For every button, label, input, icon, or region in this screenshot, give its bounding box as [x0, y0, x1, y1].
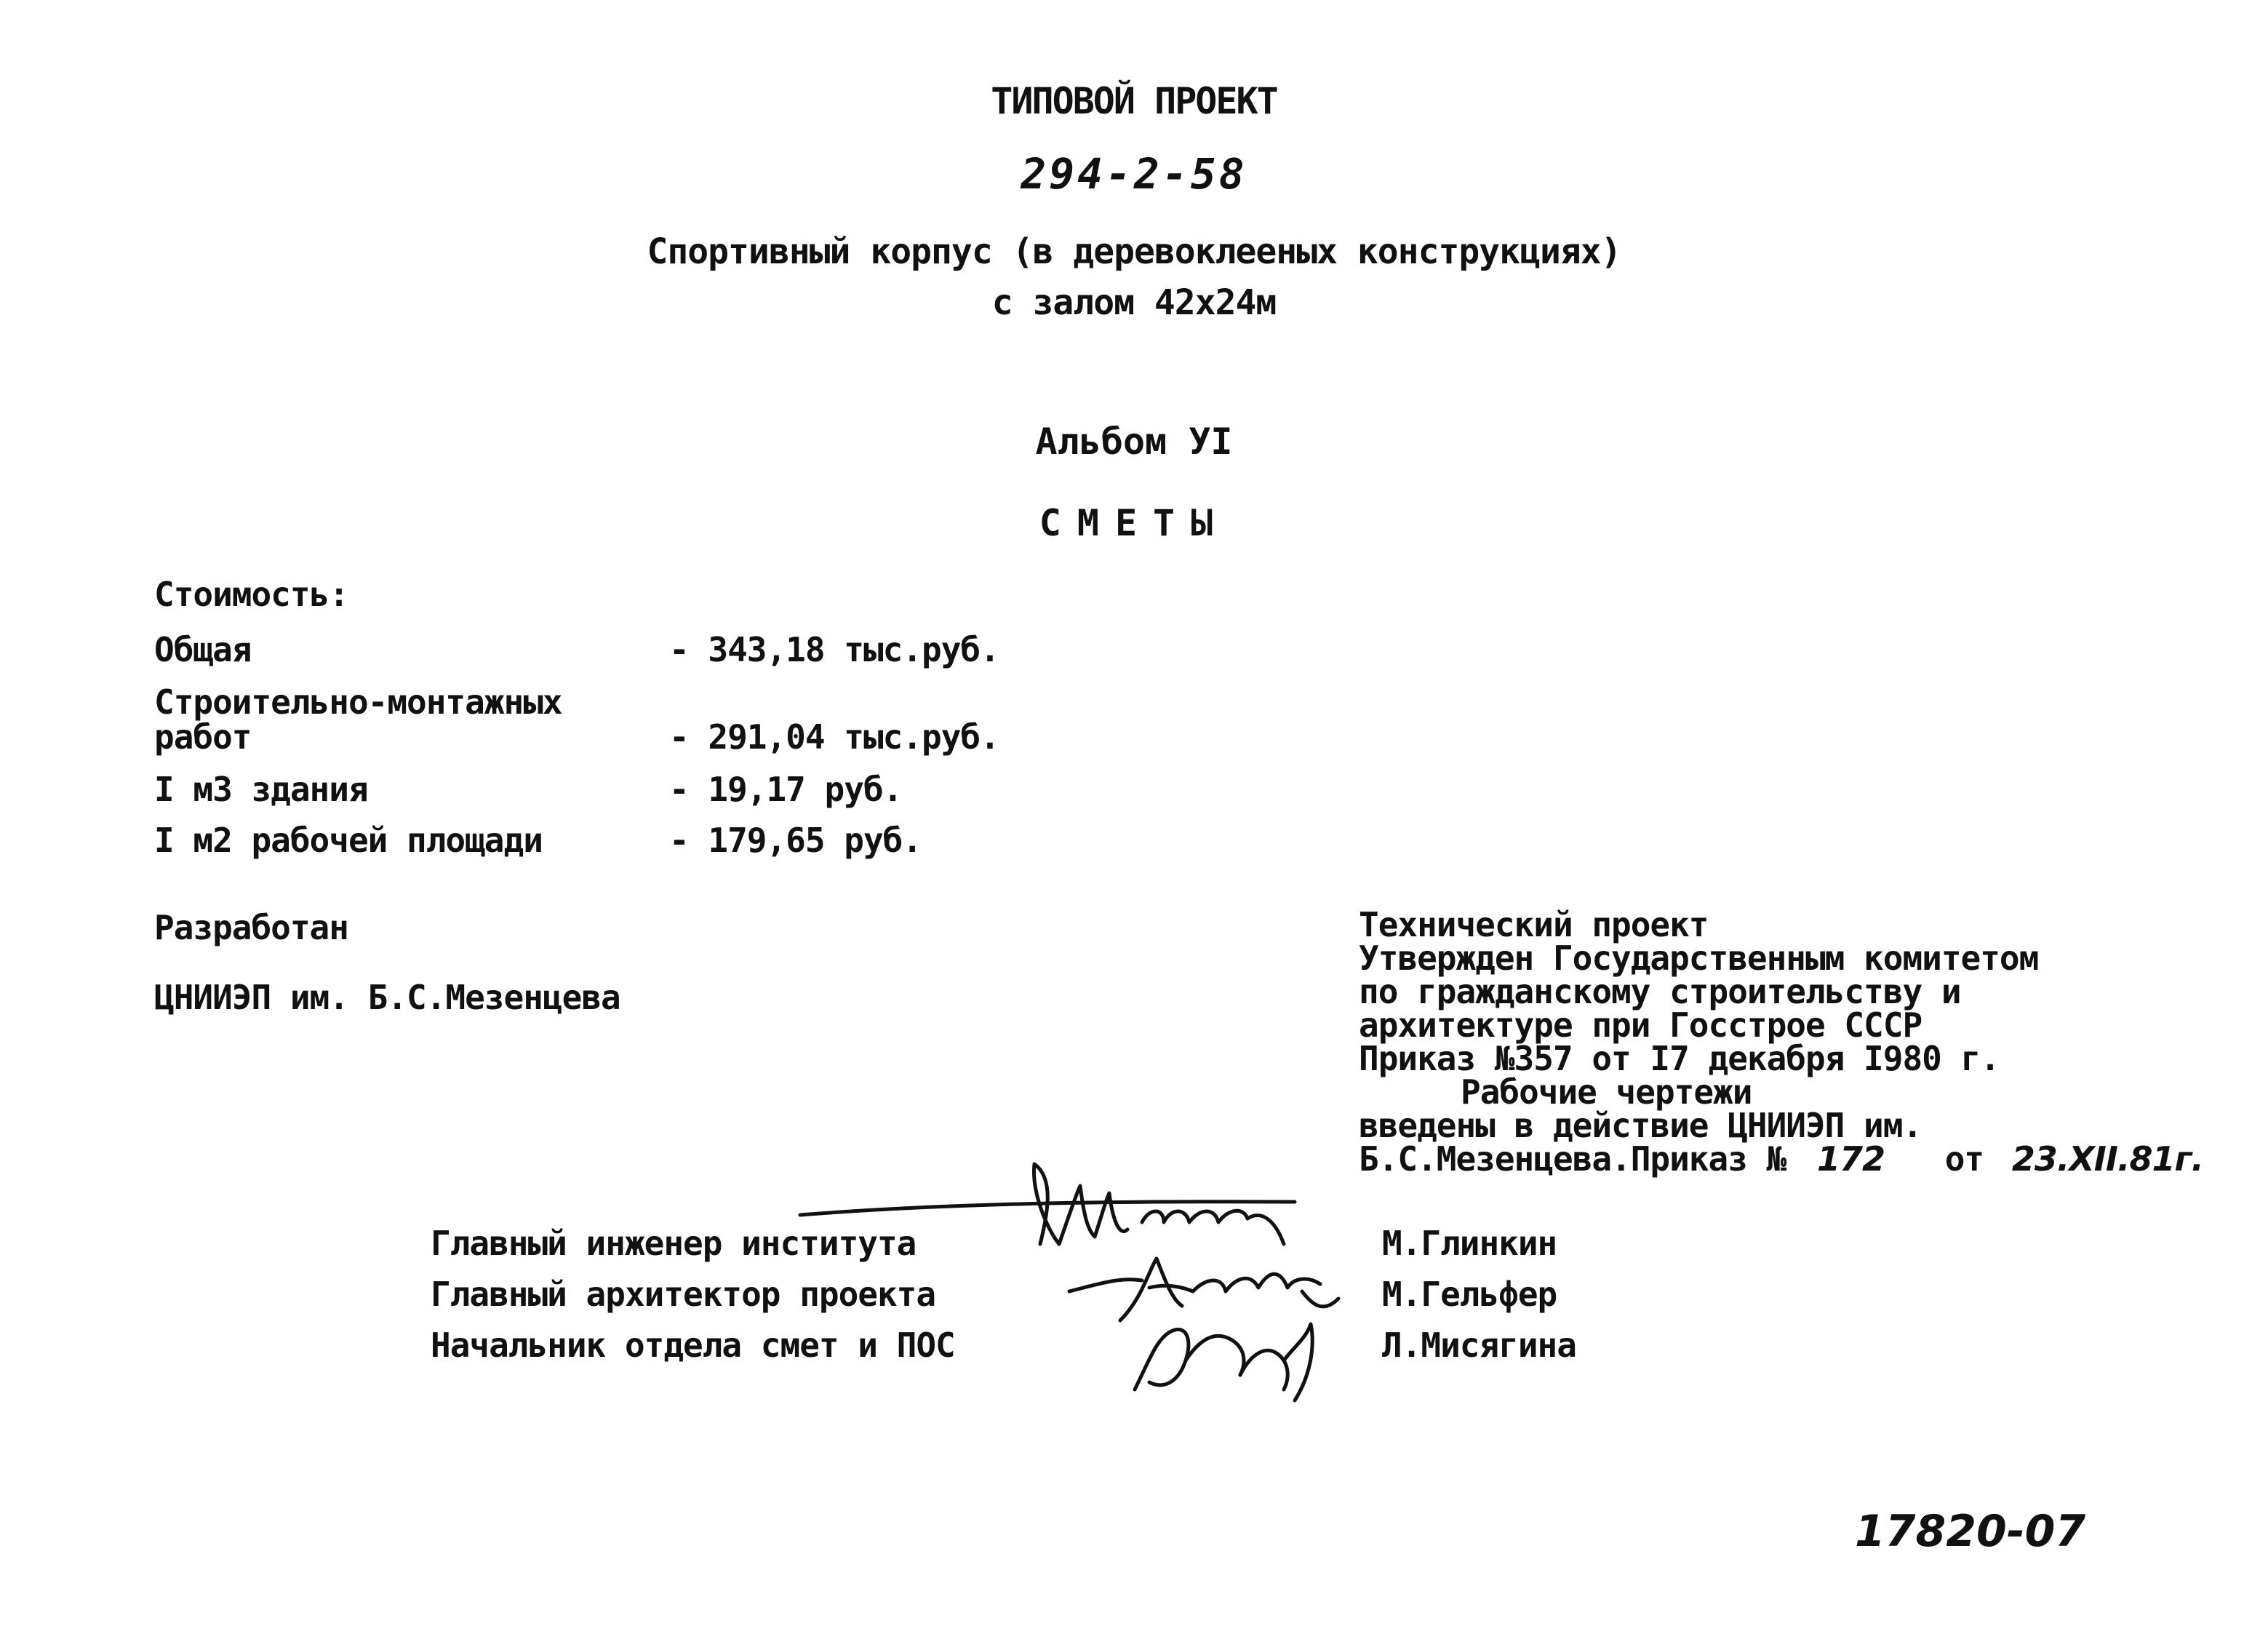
approval-line-4: архитектуре при Госстрое СССР — [1359, 1005, 1922, 1045]
cost-total-label: Общая — [154, 630, 252, 669]
cost-per-m2-label: I м2 рабочей площади — [154, 821, 543, 860]
section-title: СМЕТЫ — [1039, 502, 1229, 544]
catalog-number: 17820-07 — [1855, 1506, 2086, 1557]
developer-heading: Разработан — [154, 908, 348, 947]
project-title-line-2: с залом 42х24м — [991, 282, 1277, 323]
signature-role-estimates-head: Начальник отдела смет и ПОС — [431, 1326, 955, 1365]
signature-role-chief-engineer: Главный инженер института — [431, 1224, 917, 1263]
signature-role-chief-architect: Главный архитектор проекта — [431, 1275, 936, 1314]
document-type-label: ТИПОВОЙ ПРОЕКТ — [991, 80, 1277, 122]
approval-line-7: введены в действие ЦНИИЭП им. — [1359, 1106, 1922, 1145]
approval-date-prefix: от — [1944, 1139, 1984, 1179]
approval-line-3: по гражданскому строительству и — [1359, 972, 1961, 1011]
cost-per-m3-label: I м3 здания — [154, 770, 368, 809]
cost-per-m2-value: - 179,65 руб. — [669, 821, 922, 860]
project-title-line-1: Спортивный корпус (в деревоклееных конструкциях) — [647, 231, 1621, 272]
signature-name-estimates-head: Л.Мисягина — [1382, 1326, 1576, 1365]
approval-line-6: Рабочие чертежи — [1461, 1072, 1752, 1112]
album-label: Альбом УI — [1035, 421, 1233, 463]
approval-order-date: 23.XII.81г. — [2011, 1139, 2203, 1179]
project-number: 294-2-58 — [1021, 149, 1247, 199]
signature-name-chief-engineer: М.Глинкин — [1382, 1224, 1557, 1263]
cost-construction-label-line-2: работ — [154, 717, 252, 757]
cost-total-value: - 343,18 тыс.руб. — [669, 630, 999, 669]
approval-order-number: 172 — [1816, 1139, 1885, 1179]
cost-per-m3-value: - 19,17 руб. — [669, 770, 903, 809]
approval-line-2: Утвержден Государственным комитетом — [1359, 938, 2039, 978]
cost-construction-label-line-1: Строительно-монтажных — [154, 682, 562, 722]
cost-construction-value: - 291,04 тыс.руб. — [669, 717, 999, 757]
approval-line-8 — [1359, 1139, 2203, 1179]
approval-block — [1359, 905, 2203, 1179]
signature-name-chief-architect: М.Гельфер — [1382, 1275, 1557, 1314]
approval-line-5: Приказ №357 от I7 декабря I980 г. — [1359, 1039, 2000, 1078]
developer-organization: ЦНИИЭП им. Б.С.Мезенцева — [154, 978, 620, 1017]
approval-order-prefix: Б.С.Мезенцева.Приказ № — [1359, 1139, 1786, 1179]
approval-line-1: Технический проект — [1359, 905, 1709, 944]
handwritten-signature-estimates-head — [1120, 1295, 1338, 1404]
cost-heading: Стоимость: — [154, 575, 348, 614]
